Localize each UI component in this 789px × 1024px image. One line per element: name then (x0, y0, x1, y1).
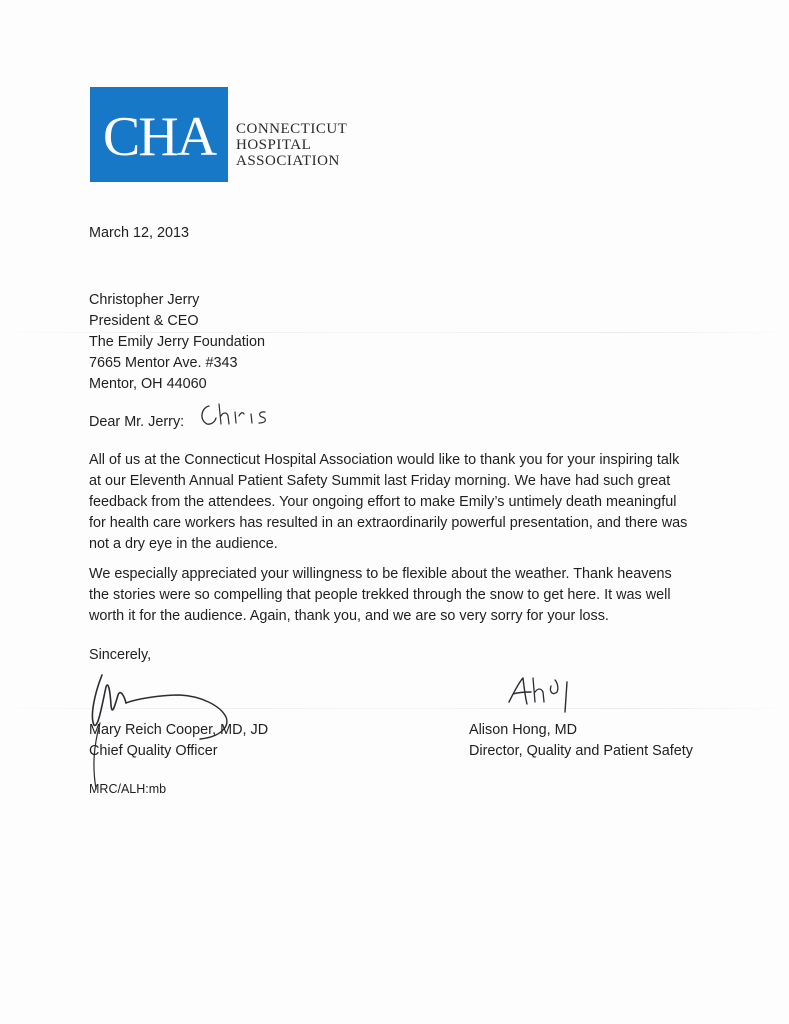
body-line: worth it for the audience. Again, thank you, and we are so very sorry for your loss. (89, 608, 609, 624)
organization-name-line: ASSOCIATION (236, 153, 340, 169)
recipient-name: Christopher Jerry (89, 292, 200, 308)
signatory-2-block (469, 720, 769, 762)
handwritten-salutation-note (195, 398, 275, 430)
signatory-name: Alison Hong, MD (469, 722, 577, 738)
organization-name-line: CONNECTICUT (236, 121, 348, 137)
body-paragraph-2 (89, 564, 729, 627)
signatory-title: Chief Quality Officer (89, 743, 218, 759)
body-line: for health care workers has resulted in an extraordinarily powerful presentation, and there was (89, 515, 688, 531)
cha-logo-box (90, 87, 228, 182)
letter-date: March 12, 2013 (89, 225, 189, 241)
recipient-street: 7665 Mentor Ave. #343 (89, 355, 238, 371)
organization-name-line: HOSPITAL (236, 137, 312, 153)
signatory-name: Mary Reich Cooper, MD, JD (89, 722, 269, 738)
signature-alison-hong (505, 672, 585, 716)
body-line: the stories were so compelling that people trekked through the snow to get here. It was well (89, 587, 671, 603)
recipient-city: Mentor, OH 44060 (89, 376, 207, 392)
closing: Sincerely, (89, 647, 152, 663)
body-line: not a dry eye in the audience. (89, 536, 278, 552)
body-paragraph-1 (89, 450, 729, 555)
signatory-1-block (89, 720, 349, 762)
body-line: feedback from the attendees. Your ongoing effort to make Emily’s untimely death meaningful (89, 494, 677, 510)
reference-initials: MRC/ALH:mb (89, 782, 167, 796)
body-line: We especially appreciated your willingness to be flexible about the weather. Thank heavens (89, 566, 672, 582)
logo-abbreviation: CHA (102, 106, 216, 168)
body-line: at our Eleventh Annual Patient Safety Summit last Friday morning. We have had such great (89, 473, 671, 489)
recipient-title: President & CEO (89, 313, 199, 329)
body-line: All of us at the Connecticut Hospital Association would like to thank you for your inspiring talk (89, 452, 680, 468)
salutation: Dear Mr. Jerry: (89, 414, 185, 430)
signatory-title: Director, Quality and Patient Safety (469, 743, 693, 759)
recipient-address (89, 290, 729, 395)
organization-name (236, 121, 347, 169)
recipient-organization: The Emily Jerry Foundation (89, 334, 265, 350)
